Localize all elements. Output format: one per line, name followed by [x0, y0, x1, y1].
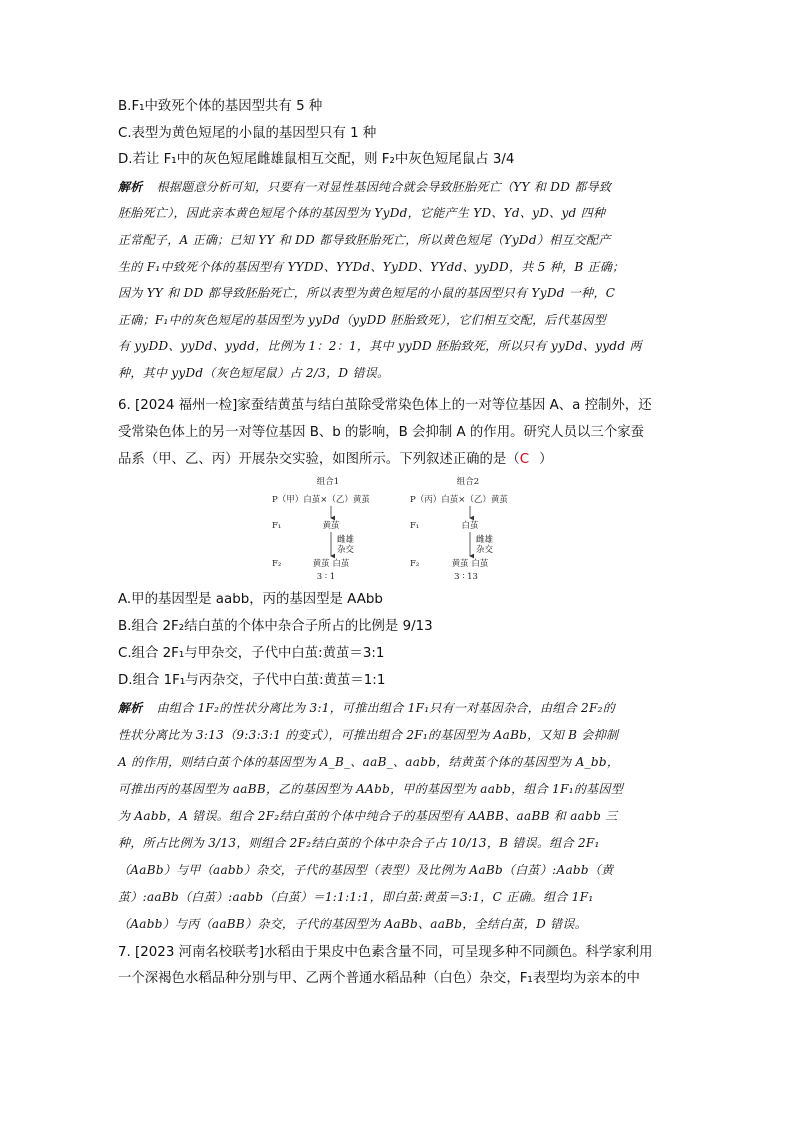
q6-analysis-line: （AaBb）与甲（aabb）杂交，子代的基因型（表型）及比例为 AaBb（白茧）:Aabb（黄 — [118, 863, 614, 877]
q6-answer: C — [519, 452, 530, 467]
combo1-title: 组合1 — [316, 477, 340, 487]
q6-analysis-label: 解析 — [118, 701, 143, 715]
q7-stem-line: 一个深褐色水稻品种分别与甲、乙两个普通水稻品种（白色）杂交，F₁表型均为亲本的中 — [118, 971, 640, 986]
q7-stem-line: 7. [2023 河南名校联考]水稻由于果皮中色素含量不同，可呈现多种不同颜色。科学家利用 — [118, 945, 653, 960]
q6-analysis-line: （Aabb）与丙（aaBB）杂交，子代的基因型为 AaBb、aaBb，全结白茧，D 错误。 — [118, 917, 588, 931]
combo1-f1: 黄茧 — [322, 521, 340, 531]
q6-analysis-line: 为 Aabb，A 错误。组合 2F₂结白茧的个体中纯合子的基因型有 AABB、aaBB 和 aabb 三 — [118, 809, 618, 823]
q5-analysis-line: 解析 根据题意分析可知，只要有一对显性基因纯合就会导致胚胎死亡（YY 和 DD 都导致 — [118, 180, 612, 194]
q6-option-d: D.组合 1F₁与丙杂交，子代中白茧:黄茧＝1:1 — [118, 673, 386, 688]
q5-option-d: D.若让 F₁中的灰色短尾雌雄鼠相互交配，则 F₂中灰色短尾鼠占 3/4 — [118, 152, 515, 167]
combo2-cross-label-2: 杂交 — [476, 545, 494, 555]
q5-analysis-line: 因为 YY 和 DD 都导致胚胎死亡，所以表型为黄色短尾的小鼠的基因型只有 YyDd 一种，C — [118, 286, 616, 300]
q5-analysis-line: 胚胎死亡），因此亲本黄色短尾个体的基因型为 YyDd，它能产生 YD、Yd、yD、yd 四种 — [118, 206, 606, 220]
q6-stem-line: 6. [2024 福州一检]家蚕结黄茧与结白茧除受常染色体上的一对等位基因 A、a 控制外，还 — [118, 398, 652, 413]
q6-analysis-line: 解析 由组合 1F₂的性状分离比为 3:1，可推出组合 1F₁只有一对基因杂合，由组合 2F₂的 — [118, 701, 615, 715]
combo2-cross-label-1: 雌雄 — [476, 535, 494, 545]
q6-analysis-line: 可推出丙的基因型为 aaBB，乙的基因型为 AAbb，甲的基因型为 aabb，组合 1F₁的基因型 — [118, 782, 624, 796]
q6-analysis-line: 茧）:aaBb（白茧）:aabb（白茧）＝1:1:1:1，即白茧:黄茧＝3:1，C 正确。组合 1F₁ — [118, 890, 594, 904]
q6-option-a: A.甲的基因型是 aabb，丙的基因型是 AAbb — [118, 592, 383, 607]
q5-analysis-line: 种，其中 yyDd（灰色短尾鼠）占 2/3，D 错误。 — [118, 366, 390, 380]
combo2-title: 组合2 — [456, 477, 480, 487]
q6-option-c: C.组合 2F₁与甲杂交，子代中白茧:黄茧＝3:1 — [118, 646, 385, 661]
combo1-f2-label: F₂ — [272, 559, 282, 569]
q6-analysis-line: A 的作用，则结白茧个体的基因型为 A_B_、aaB_、aabb，结黄茧个体的基因型为 A_bb， — [118, 755, 620, 769]
q5-analysis-label: 解析 — [118, 180, 143, 194]
q6-option-b: B.组合 2F₂结白茧的个体中杂合子所占的比例是 9/13 — [118, 619, 433, 634]
combo2-f1: 白茧 — [461, 521, 479, 531]
combo1-f1-label: F₁ — [272, 521, 282, 531]
combo2-ratio: 3 ∶ 13 — [454, 572, 478, 582]
combo2-f1-label: F₁ — [410, 521, 420, 531]
q5-analysis-line: 正确；F₁中的灰色短尾的基因型为 yyDd（yyDD 胚胎致死），它们相互交配，后代基因型 — [118, 313, 606, 327]
combo1-cross-label-1: 雌雄 — [337, 535, 355, 545]
cross-diagram-svg — [258, 476, 548, 582]
combo2-f2-label: F₂ — [410, 559, 420, 569]
cross-diagram — [258, 476, 548, 582]
combo1-f2: 黄茧 白茧 — [312, 559, 350, 569]
combo1-parents: P（甲）白茧×（乙）黄茧 — [272, 495, 370, 505]
q6-analysis-line: 性状分离比为 3:13（9:3:3:1 的变式），可推出组合 2F₁的基因型为 AaBb，又知 B 会抑制 — [118, 728, 619, 742]
combo1-cross-label-2: 杂交 — [337, 545, 355, 555]
combo2-parents: P（丙）白茧×（乙）黄茧 — [410, 495, 508, 505]
q5-analysis-line: 正常配子，A 正确；已知 YY 和 DD 都导致胚胎死亡，所以黄色短尾（YyDd）相互交配产 — [118, 233, 611, 247]
q6-analysis-line: 种，所占比例为 3/13，则组合 2F₂结白茧的个体中杂合子占 10/13，B 错误。组合 2F₁ — [118, 836, 600, 850]
combo2-f2: 黄茧 白茧 — [451, 559, 489, 569]
combo1-ratio: 3 ∶ 1 — [316, 572, 336, 582]
q5-option-c: C.表型为黄色短尾的小鼠的基因型只有 1 种 — [118, 126, 377, 141]
q5-option-b: B.F₁中致死个体的基因型共有 5 种 — [118, 99, 323, 114]
q6-stem-line: 品系（甲、乙、丙）开展杂交实验，如图所示。下列叙述正确的是（C ） — [118, 452, 553, 467]
q5-analysis-line: 生的 F₁中致死个体的基因型有 YYDD、YYDd、YyDD、YYdd、yyDD，共 5 种，B 正确； — [118, 260, 625, 274]
q5-analysis-line: 有 yyDD、yyDd、yydd，比例为 1：2：1，其中 yyDD 胚胎致死，所以只有 yyDd、yydd 两 — [118, 339, 642, 353]
q6-stem-line: 受常染色体上的另一对等位基因 B、b 的影响，B 会抑制 A 的作用。研究人员以三个家蚕 — [118, 425, 644, 440]
